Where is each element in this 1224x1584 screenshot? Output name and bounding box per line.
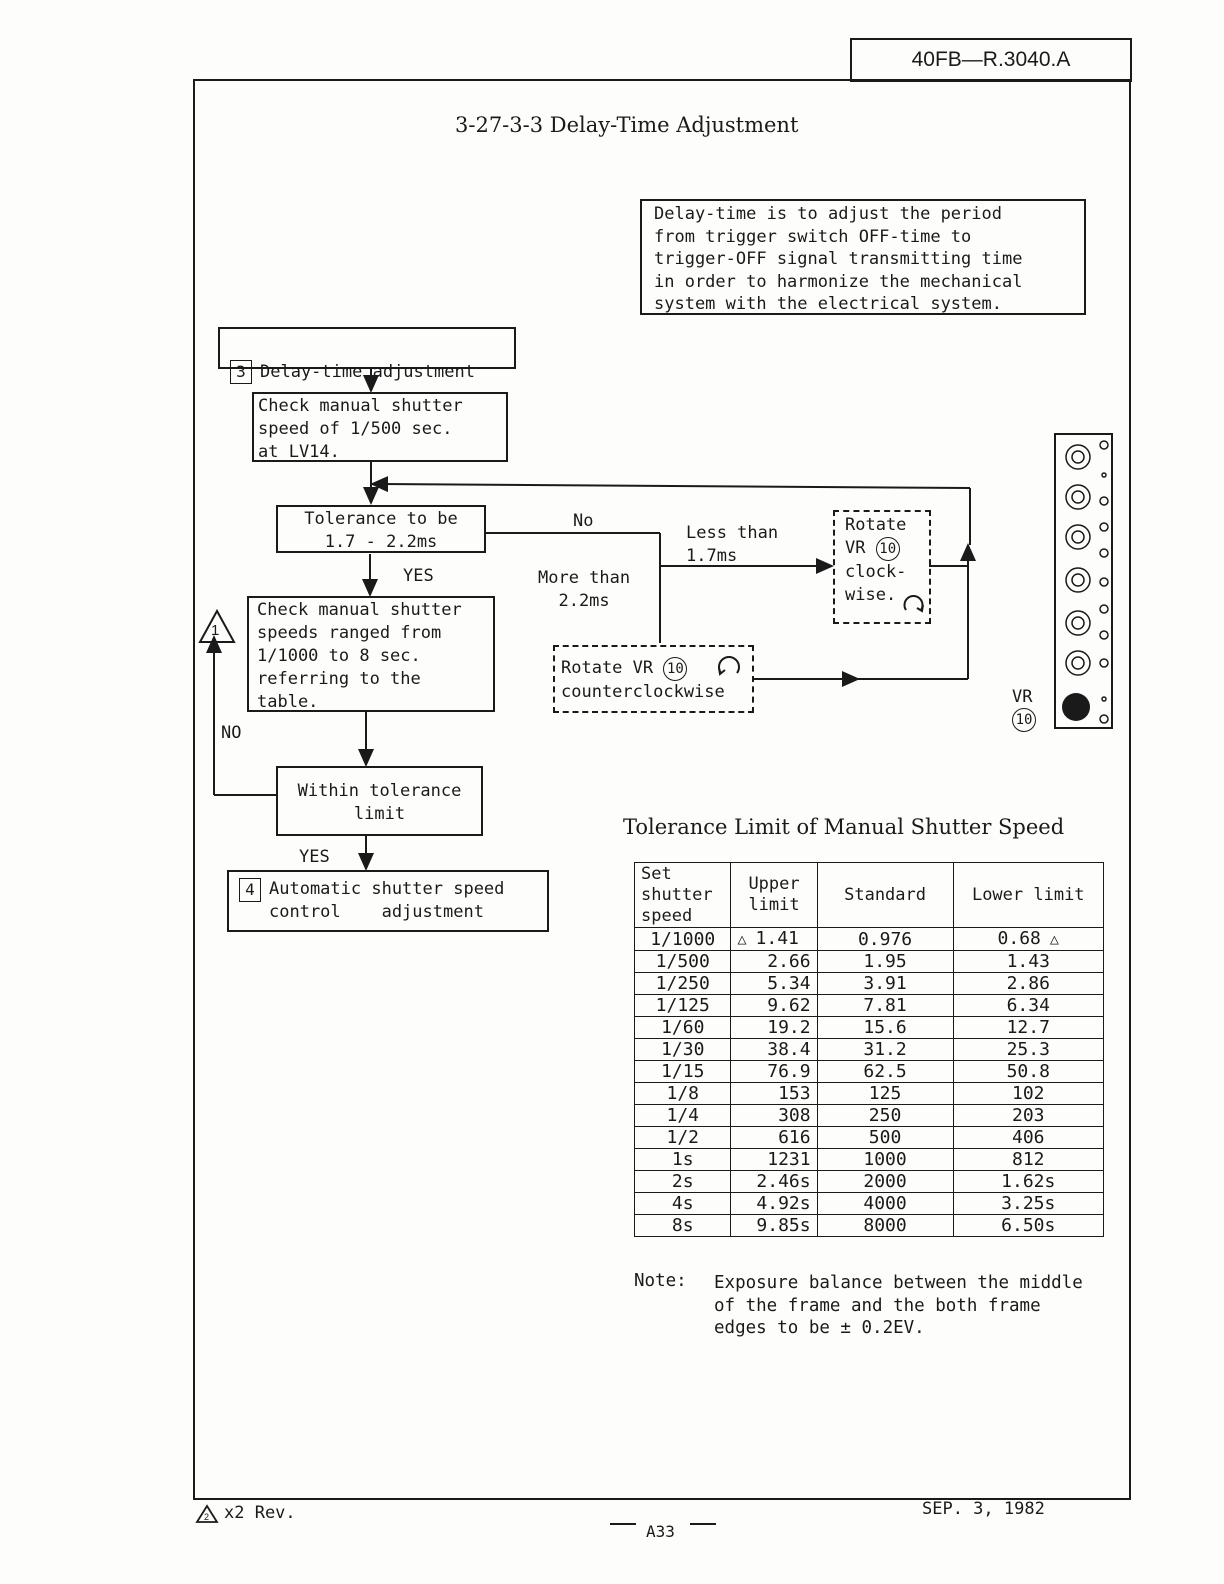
header-standard: Standard bbox=[817, 863, 953, 928]
no-left-label: NO bbox=[221, 723, 242, 743]
rotate-ccw-line2: counterclockwise bbox=[561, 682, 725, 702]
set-speed-cell: 1/30 bbox=[635, 1039, 731, 1061]
set-speed-cell: 1/500 bbox=[635, 951, 731, 973]
upper-limit-cell: 616 bbox=[731, 1127, 817, 1149]
step4-content bbox=[239, 878, 504, 924]
step4-box bbox=[227, 870, 549, 932]
table-row bbox=[635, 1039, 1104, 1061]
warning-triangle-icon: △ bbox=[737, 930, 756, 948]
vr10-circle-cw: 10 bbox=[876, 537, 900, 561]
note-label: Note: bbox=[634, 1271, 687, 1291]
upper-limit-cell: 2.46s bbox=[731, 1171, 817, 1193]
upper-limit-cell: 5.34 bbox=[731, 973, 817, 995]
no-label: No bbox=[573, 511, 594, 531]
set-speed-cell: 4s bbox=[635, 1193, 731, 1215]
standard-cell: 3.91 bbox=[817, 973, 953, 995]
vr-panel bbox=[1054, 433, 1113, 729]
standard-cell: 62.5 bbox=[817, 1061, 953, 1083]
clockwise-arrow-icon bbox=[901, 592, 927, 618]
step3-box bbox=[218, 327, 516, 382]
standard-cell: 125 bbox=[817, 1083, 953, 1105]
lower-limit-cell: 1.43 bbox=[953, 951, 1103, 973]
upper-limit-cell: 76.9 bbox=[731, 1061, 817, 1083]
section-title: 3-27-3-3 Delay-Time Adjustment bbox=[455, 113, 799, 137]
step4-number: 4 bbox=[239, 878, 261, 902]
upper-limit-cell: 308 bbox=[731, 1105, 817, 1127]
upper-limit-cell: 38.4 bbox=[731, 1039, 817, 1061]
upper-limit-cell: △ 1.41 bbox=[731, 928, 817, 951]
tolerance-box bbox=[276, 505, 486, 553]
revision-triangle-icon bbox=[195, 1504, 219, 1524]
table-row bbox=[635, 1171, 1104, 1193]
rotate-ccw-line1 bbox=[561, 657, 725, 681]
counterclockwise-arrow-icon bbox=[715, 653, 743, 681]
tolerance-table bbox=[634, 862, 1104, 1237]
lower-limit-cell: 203 bbox=[953, 1105, 1103, 1127]
table-row bbox=[635, 1215, 1104, 1237]
check-1500-box bbox=[252, 392, 508, 462]
rotate-cw-line3: clock- wise. bbox=[845, 562, 907, 605]
standard-cell: 500 bbox=[817, 1127, 953, 1149]
set-speed-cell: 1/2 bbox=[635, 1127, 731, 1149]
table-header-row bbox=[635, 863, 1104, 928]
vr-potentiometers-icon bbox=[1056, 435, 1112, 727]
standard-cell: 1.95 bbox=[817, 951, 953, 973]
set-speed-cell: 1/60 bbox=[635, 1017, 731, 1039]
footer-date: SEP. 3, 1982 bbox=[922, 1499, 1045, 1519]
standard-cell: 4000 bbox=[817, 1193, 953, 1215]
more-than-label: More than 2.2ms bbox=[538, 568, 631, 611]
standard-cell: 0.976 bbox=[817, 928, 953, 951]
standard-cell: 7.81 bbox=[817, 995, 953, 1017]
rotate-ccw-text bbox=[561, 657, 725, 704]
standard-cell: 31.2 bbox=[817, 1039, 953, 1061]
footer-page-dash-right bbox=[690, 1523, 716, 1525]
note-text: Exposure balance between the middle of the frame and the both frame edges to be ± 0.2EV. bbox=[714, 1273, 1083, 1338]
set-speed-cell: 1/8 bbox=[635, 1083, 731, 1105]
vr10-panel-circle: 10 bbox=[1012, 708, 1036, 732]
set-speed-cell: 1/125 bbox=[635, 995, 731, 1017]
yes-label-1: YES bbox=[403, 566, 434, 586]
vr10-circle-ccw: 10 bbox=[663, 657, 687, 681]
rotate-cw-text bbox=[845, 514, 906, 607]
less-than-label: Less than 1.7ms bbox=[686, 523, 779, 566]
check-1500-text: Check manual shutter speed of 1/500 sec. at LV14. bbox=[258, 396, 463, 462]
standard-cell: 2000 bbox=[817, 1171, 953, 1193]
lower-limit-cell: 0.68 △ bbox=[953, 928, 1103, 951]
table-row bbox=[635, 951, 1104, 973]
table-row bbox=[635, 1193, 1104, 1215]
upper-limit-cell: 9.62 bbox=[731, 995, 817, 1017]
svg-text:2: 2 bbox=[204, 1512, 210, 1522]
rotate-cw-line1: Rotate bbox=[845, 515, 907, 535]
rotate-ccw-label: Rotate VR bbox=[561, 658, 654, 678]
table-row bbox=[635, 928, 1104, 951]
set-speed-cell: 1/4 bbox=[635, 1105, 731, 1127]
lower-limit-cell: 25.3 bbox=[953, 1039, 1103, 1061]
upper-limit-cell: 1231 bbox=[731, 1149, 817, 1171]
lower-limit-cell: 1.62s bbox=[953, 1171, 1103, 1193]
table-title: Tolerance Limit of Manual Shutter Speed bbox=[623, 815, 1065, 839]
footer-page-dash-left bbox=[610, 1523, 636, 1525]
doc-code: 40FB—R.3040.A bbox=[911, 48, 1071, 71]
set-speed-cell: 2s bbox=[635, 1171, 731, 1193]
upper-limit-cell: 153 bbox=[731, 1083, 817, 1105]
set-speed-cell: 1/15 bbox=[635, 1061, 731, 1083]
table-row bbox=[635, 1083, 1104, 1105]
table-row bbox=[635, 995, 1104, 1017]
footer-revision: x2 Rev. bbox=[224, 1503, 296, 1523]
step3-number: 3 bbox=[230, 360, 252, 384]
lower-limit-cell: 50.8 bbox=[953, 1061, 1103, 1083]
upper-limit-cell: 2.66 bbox=[731, 951, 817, 973]
lower-limit-cell: 6.50s bbox=[953, 1215, 1103, 1237]
footer-page-number: A33 bbox=[646, 1522, 675, 1541]
lower-limit-cell: 6.34 bbox=[953, 995, 1103, 1017]
table-row bbox=[635, 973, 1104, 995]
within-tolerance-text: Within tolerance limit bbox=[297, 781, 462, 824]
header-set-speed: Set shutter speed bbox=[635, 863, 731, 928]
set-speed-cell: 8s bbox=[635, 1215, 731, 1237]
standard-cell: 1000 bbox=[817, 1149, 953, 1171]
table-row bbox=[635, 1017, 1104, 1039]
vr-label: VR bbox=[1012, 687, 1033, 707]
standard-cell: 15.6 bbox=[817, 1017, 953, 1039]
lower-limit-cell: 12.7 bbox=[953, 1017, 1103, 1039]
warning-triangle-icon: △ bbox=[1040, 930, 1059, 948]
description-text: Delay-time is to adjust the period from trigger switch OFF-time to trigger-OFF signal transmitting time in order to harmonize the mechanical system with the electrical system. bbox=[654, 204, 1023, 314]
table-row bbox=[635, 1105, 1104, 1127]
table-row bbox=[635, 1149, 1104, 1171]
step4-label: Automatic shutter speed control adjustment bbox=[269, 879, 505, 922]
lower-limit-cell: 812 bbox=[953, 1149, 1103, 1171]
step3-label: Delay-time adjustment bbox=[260, 362, 475, 382]
check-speeds-box bbox=[247, 596, 495, 712]
header-lower-limit: Lower limit bbox=[953, 863, 1103, 928]
check-speeds-text: Check manual shutter speeds ranged from 1/1000 to 8 sec. referring to the table. bbox=[257, 600, 462, 712]
header-upper-limit: Upper limit bbox=[731, 863, 817, 928]
set-speed-cell: 1/1000 bbox=[635, 928, 731, 951]
upper-limit-cell: 4.92s bbox=[731, 1193, 817, 1215]
lower-limit-cell: 2.86 bbox=[953, 973, 1103, 995]
rotate-cw-box bbox=[833, 510, 931, 624]
rotate-ccw-box bbox=[553, 645, 754, 713]
standard-cell: 250 bbox=[817, 1105, 953, 1127]
table-row bbox=[635, 1061, 1104, 1083]
standard-cell: 8000 bbox=[817, 1215, 953, 1237]
upper-limit-cell: 9.85s bbox=[731, 1215, 817, 1237]
tolerance-text: Tolerance to be 1.7 - 2.2ms bbox=[304, 509, 458, 552]
step3-content bbox=[230, 337, 475, 384]
table-row bbox=[635, 1127, 1104, 1149]
set-speed-cell: 1s bbox=[635, 1149, 731, 1171]
lower-limit-cell: 102 bbox=[953, 1083, 1103, 1105]
rotate-cw-vr: VR bbox=[845, 538, 866, 558]
yes-label-2: YES bbox=[299, 847, 330, 867]
lower-limit-cell: 406 bbox=[953, 1127, 1103, 1149]
triangle-1-number: 1 bbox=[211, 622, 220, 639]
within-tolerance-box bbox=[276, 766, 483, 836]
lower-limit-cell: 3.25s bbox=[953, 1193, 1103, 1215]
rotate-cw-line2 bbox=[845, 537, 906, 561]
set-speed-cell: 1/250 bbox=[635, 973, 731, 995]
upper-limit-cell: 19.2 bbox=[731, 1017, 817, 1039]
